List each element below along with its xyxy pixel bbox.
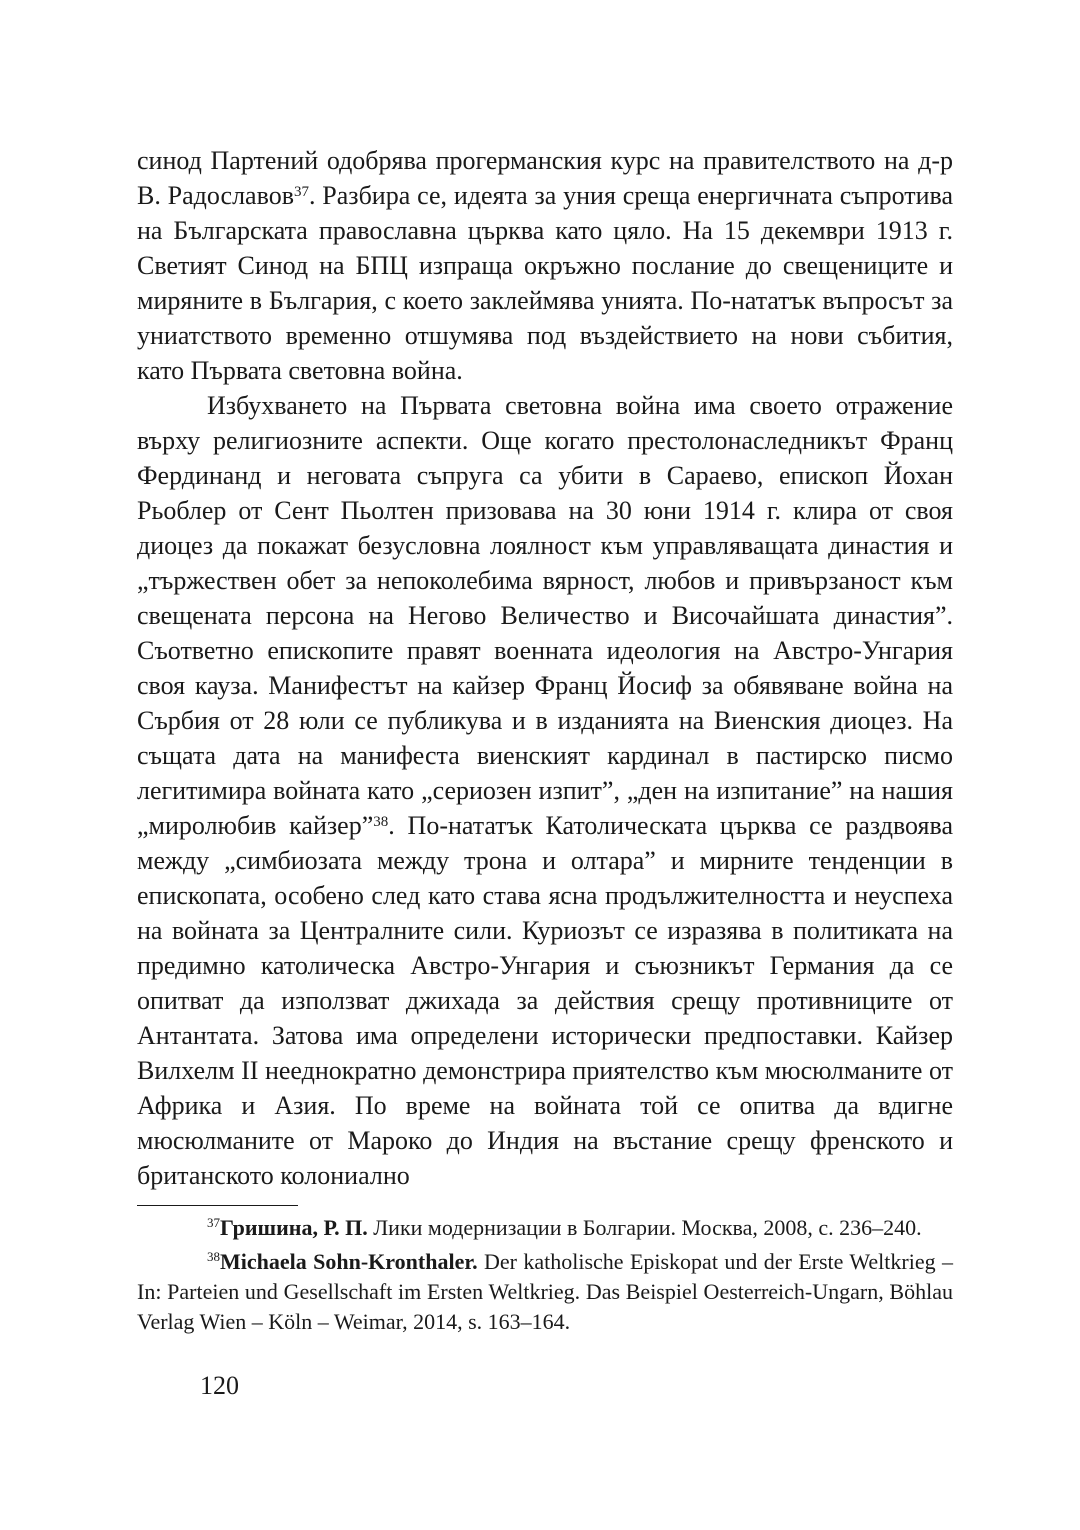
footnote-37-number: 37 bbox=[207, 1215, 220, 1231]
paragraph-1-part-1: синод Партений одобрява прогерманския курс на правителството на д-р В. Радославов bbox=[137, 146, 953, 210]
page-number: 120 bbox=[200, 1371, 239, 1400]
footnote-37-author: Гришина, Р. П. bbox=[220, 1215, 368, 1240]
paragraph-2 bbox=[137, 388, 953, 1193]
footnote-38-number: 38 bbox=[207, 1249, 220, 1265]
paragraph-1 bbox=[137, 143, 953, 388]
footnote-38-author: Michaela Sohn-Kronthaler. bbox=[220, 1249, 478, 1274]
footnote-37-text: Лики модернизации в Болгарии. Москва, 2008, с. 236–240. bbox=[367, 1215, 922, 1240]
footnote-38 bbox=[137, 1247, 953, 1337]
footnote-separator bbox=[137, 1205, 298, 1206]
paragraph-1-part-2: . Разбира се, идеята за уния среща енергичната съпротива на Българската православна църква като цяло. На 15 декември 1913 г. Светият Синод на БПЦ изпраща окръжно послание до свещениците и миряните в България, с което заклеймява унията. По-нататък въпросът за униатството временно отшумява под въздействието на нови събития, като Първата световна война. bbox=[137, 181, 954, 385]
footnote-ref-38: 38 bbox=[373, 813, 389, 830]
footnote-37 bbox=[137, 1213, 953, 1243]
footnote-ref-37: 37 bbox=[293, 183, 309, 200]
paragraph-2-part-2: . По-нататък Католическата църква се раздвоява между „симбиозата между трона и олтара” и мирните тенденции в епископата, особено след като става ясна продължителността и неуспеха на войната за Централните сили. Куриозът се изразява в политиката на предимно католическа Австро-Унгария и съюзникът Германия да се опитват да използват джихада за действия срещу противниците от Антантата. Затова има определени исторически предпоставки. Кайзер Вилхелм II нееднократно демонстрира приятелство към мюсюлманите от Африка и Азия. По време на войната той се опитва да вдигне мюсюлманите от Мароко до Индия на въстание срещу френското и британското колониално bbox=[137, 811, 953, 1190]
paragraph-2-part-1: Избухването на Първата световна война има своето отражение върху религиозните аспекти. Още когато престолонаследникът Франц Фердинанд и неговата съпруга са убити в Сараево, епископ Йохан Рьоблер от Сент Пьолтен призовава на 30 юни 1914 г. клира от своя диоцез да покажат безусловна лоялност към управляващата династия и „тържествен обет за непоколебима вярност, любов и привързаност към свещената персона на Негово Величество и Височайшата династия”. Съответно епископите правят военната идеология на Австро-Унгария своя кауза. Манифестът на кайзер Франц Йосиф за обявяване война на Сърбия от 28 юли се публикува и в изданията на Виенския диоцез. На същата дата на манифеста виенският кардинал в пастирско писмо легитимира войната като „сериозен изпит”, „ден на изпитание” на нашия „миролюбив кайзер” bbox=[137, 391, 953, 840]
footnotes bbox=[137, 1213, 953, 1341]
footnote-38-text: Der katholische Episkopat und der Erste Weltkrieg – In: Parteien und Gesellschaft im Ersten Weltkrieg. Das Beispiel Oesterreich-Ungarn, Böhlau Verlag Wien – Köln – Weimar, 2014, s. 163–164. bbox=[137, 1249, 953, 1334]
body-text bbox=[137, 143, 953, 1193]
